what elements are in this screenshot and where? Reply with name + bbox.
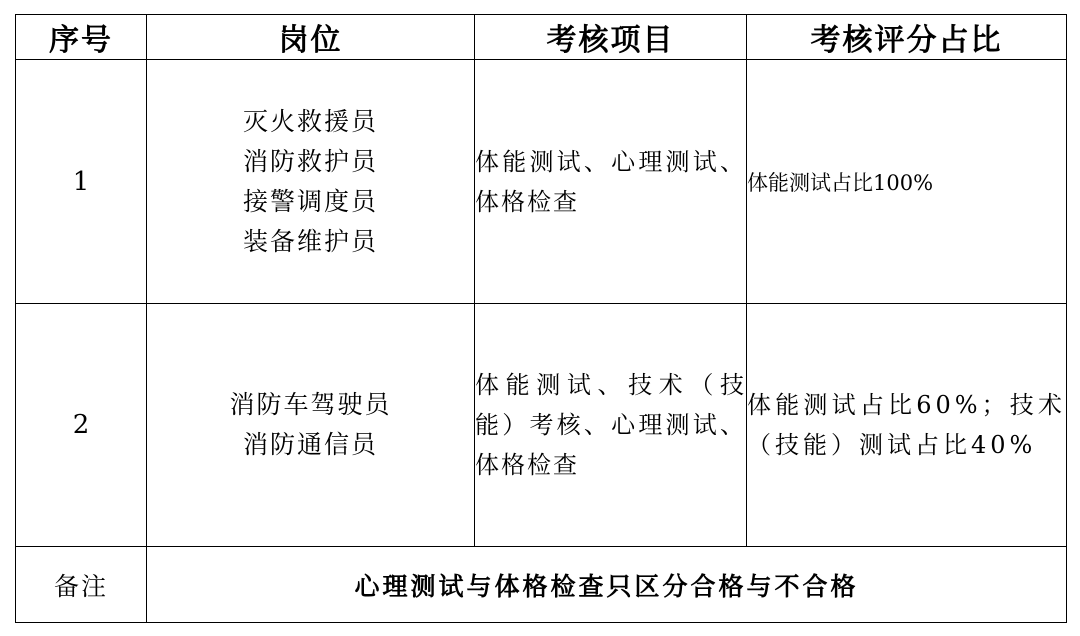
post-name: 装备维护员 bbox=[242, 226, 378, 256]
table-row bbox=[16, 60, 1067, 304]
post-list bbox=[147, 60, 475, 304]
row-number: 2 bbox=[16, 304, 147, 547]
post-name: 灭火救援员 bbox=[242, 106, 378, 136]
assessment-items: 体能测试、心理测试、体格检查 bbox=[475, 60, 747, 304]
header-ratio: 考核评分占比 bbox=[747, 15, 1067, 60]
assessment-items: 体能测试、技术（技能）考核、心理测试、体格检查 bbox=[475, 304, 747, 547]
assessment-table bbox=[15, 14, 1067, 623]
score-ratio: 体能测试占比60%；技术（技能）测试占比40% bbox=[747, 304, 1067, 547]
post-name: 消防通信员 bbox=[242, 430, 378, 459]
post-name: 接警调度员 bbox=[242, 186, 378, 216]
score-ratio: 体能测试占比100% bbox=[747, 60, 1067, 304]
post-name: 消防车驾驶员 bbox=[229, 390, 392, 419]
note-label: 备注 bbox=[16, 547, 147, 623]
header-row bbox=[16, 15, 1067, 60]
header-post: 岗位 bbox=[147, 15, 475, 60]
post-name: 消防救护员 bbox=[242, 146, 378, 176]
header-items: 考核项目 bbox=[475, 15, 747, 60]
row-number: 1 bbox=[16, 60, 147, 304]
post-list bbox=[147, 304, 475, 547]
table-row bbox=[16, 304, 1067, 547]
note-text: 心理测试与体格检查只区分合格与不合格 bbox=[147, 547, 1067, 623]
note-row bbox=[16, 547, 1067, 623]
header-no: 序号 bbox=[16, 15, 147, 60]
